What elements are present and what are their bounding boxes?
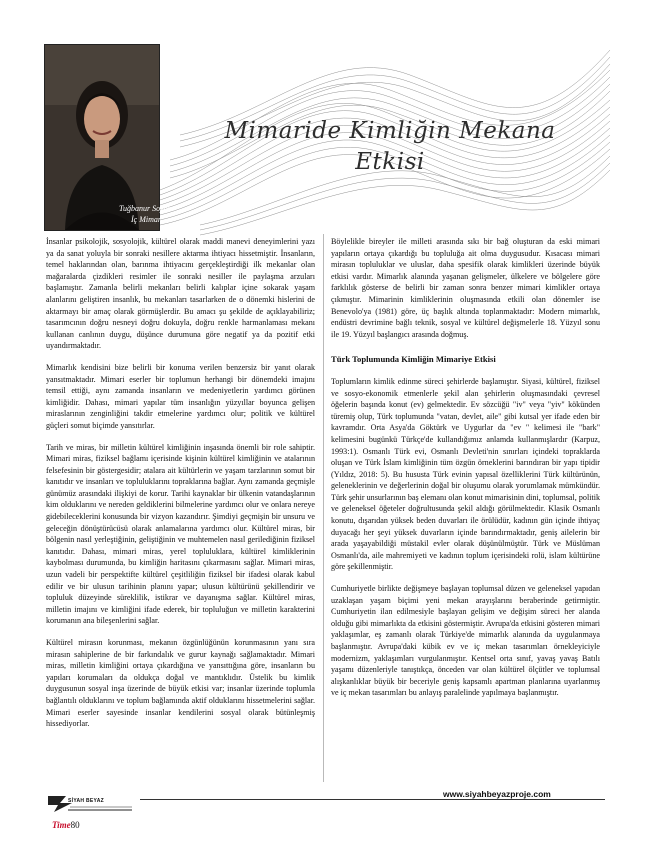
paragraph: Kültürel mirasın korunması, mekanın özgünlüğünün korunmasının yanı sıra mirasın sahiplerine de bir farkındalık ve gurur kaynağı sağlamaktadır. Mimari miras, milletin kimliğini ortaya çıkardığına ve yansıttığına göre, insanların bu yapıları korumaları da oldukça doğal ve mantıklıdır. Üstelik bu kimlik duygusunun sosyal inşa üzerinde de büyük etkisi var; insanlar üzerinde toplumla bağlantılı olduklarını ve toplum bağlamında aktif olduklarını hissetmelerini sağlar. Mimari eserler sayesinde insanlar kendilerini sosyal olarak bütünleşmiş hissediyorlar. xyxy=(46,638,315,729)
logo-text: SİYAH BEYAZ xyxy=(68,798,104,804)
author-name: Tuğbanur Soydır xyxy=(118,204,173,214)
paragraph: Tarih ve miras, bir milletin kültürel kimliğinin inşasında önemli bir role sahiptir. Mimari miras, fiziksel bağlamı içerisinde kişinin kültürel kimliğinin ve atalarının felsefesinin bir göstergesidir; atalara ait kültürlerin ve yaşam tarzlarının somut bir kanıtıdır ve insanları ve topluluklarını topraklarına bağlar. Aynı zamanda geçmişle günümüz arasındaki ilişkiyi de korur. Tarihi kaynaklar bir ülkenin vatandaşlarının kim olduklarını ve nereden geldiklerini bilmelerine yardımcı olur ve onlara nereye gidebileceklerini konusunda bir vizyon kazandırır. Şimdiyi geçmişin bir unsuru ve geleceğin dönüştürücüsü olarak anlamalarına yardımcı olur. Kültürel miras, bir bölgenin nasıl yerleştiğinin, geliştiğinin ve muhtemelen nasıl gerilediğinin fiziksel kanıtıdır. Dahası, mimari miras, yerel topluluklara, kültürel kimliklerinin kaybolması durumunda, bu kimliğin haritasını çıkarmasını sağlar. Mimari miras, uzun vadeli bir perspektifte kültürel çeşitliliğin fiziksel bir ifadesi olarak kabul edilir ve bir ulusun tarihinin planını yapar; ulusun kültürünü şekillendirir ve topluluk düzeyinde süreklilik, istikrar ve dayanışma sağlar. Kültürel miras, milletin imajını ve kimliğini ifade ederek, bir topluluğun ve milletin karakterini korumanın ana bileşenlerini sağlar. xyxy=(46,442,315,626)
paragraph: İnsanlar psikolojik, sosyolojik, kültürel olarak maddi manevi deneyimlerini yazı ya da sanat yoluyla bir sonraki nesillere aktarma ihtiyacı hissetmiştir. İnsanların, temel haklarından olan, barınma ihtiyacını gerçekleştirdiği ilk mekanlar olan mağaralarda çizdikleri resimler ile sonraki nesiller ile paylaşma arzuları başlamıştır. Zamanla belirli mekanları belirli kalıplar içine sokarak yaşam alanlarını geliştiren insanlık, bu mekanları tasarlarken de o dönemki hislerini de aktarmayı bir amaç olarak görmüşlerdir. Bu amacı şu şekilde de açıklayabiliriz; tasarımcının doğru nesneyi doğru dokuyla, doğru renkle harmanlaması mekanı kullanan canlının duygu, düşünce durumuna göre negatif ya da pozitif etki uyandırmaktadır. xyxy=(46,237,315,351)
paragraph: Toplumların kimlik edinme süreci şehirlerde başlamıştır. Siyasi, kültürel, fiziksel ve sosyo-ekonomik etmenlerle şekil alan şehirlerin oluşmasındaki çevresel öğelerin başında konut (ev) gelmektedir. Ev sözcüğü "iv" veya "yiv" kökünden türemiş olup, Türk toplumunda "vatan, devlet, aile" gibi kutsal yer ifade eden bir kavramdır. Orta Asya'da Göktürk ve Uygurlar da "ev " kelimesi ile "bark" kelimesini bugünkü Türkçe'de kullandığımız anlamda kullanmışlardır (Karpuz, 1993:1). Osmanlı Türk evi, Osmanlı Devleti'nin sınırları içindeki topraklarda oluşan ve Türk İslam kimliğinin tüm özgün örneklerini barındıran bir yapı tipidir (Yıldız, 2018: 5). Bu hususta Türk evinin yapısal özelliklerini Türk kültürünün, geleneklerinin ve değerlerinin doğal bir oluşumu olarak yorumlamak mümkündür. Türk şehir unsurlarının baş elemanı olan konut mimarisinin dini, toplumsal, politik ve geleneksel öğeteler doğrultusunda şekil aldığı görülmektedir. Klasik Osmanlı konutu, dışarıdan yüksek beden duvarları ile örülüdür, kadının gün içinde ihtiyaç duyacağı her şeyi yüksek duvarların içinde barındırmaktadır, geniş ailelerin bir arada yaşayabildiği müstakil evler olarak düşünülmüştür. Türk ve Müslüman Osmanlı'da, aile mahremiyeti ve kadının toplum içerisindeki rolü, islam kültürüne göre şekillenmiştir. xyxy=(331,376,600,572)
portrait-caption xyxy=(89,204,203,226)
column-divider xyxy=(323,234,324,782)
page-number: 80 xyxy=(70,820,80,830)
paragraph: Böylelikle bireyler ile milleti arasında sıkı bir bağ oluşturan da eski mimari yapıların ortaya çıkardığı bu topluluğa ait olma duygusudur. Kısacası mimari mirasın topluluklar ve uluslar, daha spesifik olarak kimlikleri üzerinde büyük etkisi vardır. Mimarlık alanında yaşanan gelişmeler, ülkelere ve bölgelere göre farklılık gösterse de belirli bir zaman sonra benzer mimari kimlikler ortaya çıkmıştır. Mimarinin kimliklerinin oluşmasında etkili olan dönemler ise Benevolo'ya (1981) göre, üç başlık altında toplanmaktadır: Modern mimarlık, endüstri devrimine bağlı teknik, sosyal ve kültürel değişmelerle 18. Yüzyıl sonu ile 19. Yüzyıl başlangıcı arasında doğmuş. xyxy=(331,237,600,339)
article-title xyxy=(170,116,610,178)
footer-rule xyxy=(140,799,605,800)
title-line-1: Mimaride Kimliğin Mekana xyxy=(224,118,556,144)
portrait-image xyxy=(45,45,159,230)
left-column xyxy=(46,236,315,740)
brand-mark: Time xyxy=(52,820,71,830)
author-portrait xyxy=(44,44,173,231)
author-role: İç Mimar xyxy=(131,215,161,225)
paragraph: Mimarlık kendisini bize belirli bir konuma verilen benzersiz bir yanıt olarak yansıtmaktadır. Mimari eserler bir toplumun herhangi bir dönemdeki imajını temsil ettiği, aynı zamanda insanların ve medeniyetlerin yardımcı görünen kimliğidir. Dahası, mimari yapılar tüm insanlığın yüzyıllar boyunca gelişen miraslarının zenginliğini takdir etmelerine yardımcı olur; politik ve kültürel güçleri somut biçimde yansıtırlar. xyxy=(46,362,315,430)
title-line-2: Etkisi xyxy=(355,149,425,175)
right-column xyxy=(331,236,600,709)
section-heading: Türk Toplumunda Kimliğin Mimariye Etkisi xyxy=(331,354,496,365)
footer-url[interactable]: www.siyahbeyazproje.com xyxy=(440,789,554,799)
paragraph: Cumhuriyetle birlikte değişmeye başlayan toplumsal düzen ve geleneksel yapıdan uzaklaşan yaşam biçimi yeni mekan arayışlarını beraberinde getirmiştir. Cumhuriyetin ilan edilmesiyle başlayan gelişim ve değişim süreci her alanda olduğu gibi mimarlıkta da etkisini göstermiştir. Avrupa'da etkisini gösteren mimari yaklaşımlar, eş zamanlı olarak Türkiye'de mimarlık alanında da uygulanmaya başlanmıştır. Avrupa'daki kübik ev ve iç mekan tasarımları örnekleyiciyle modernizm, yaklaşımları vurgulanmıştır. Kentsel orta sınıf, yavaş yavaş Batılı yaşamı düzenleriyle tanıştıkça, önceden var olan kültürel ölçütler ve toplumsal alışkanlıklar büyük bir beceriyle geniş kapsamlı apartman planlarına uyarlanmış ve iç mekan tasarımları bu anlayış paralelinde yapılmaya başlanmıştır. xyxy=(331,584,600,698)
page-number-block xyxy=(52,820,80,830)
